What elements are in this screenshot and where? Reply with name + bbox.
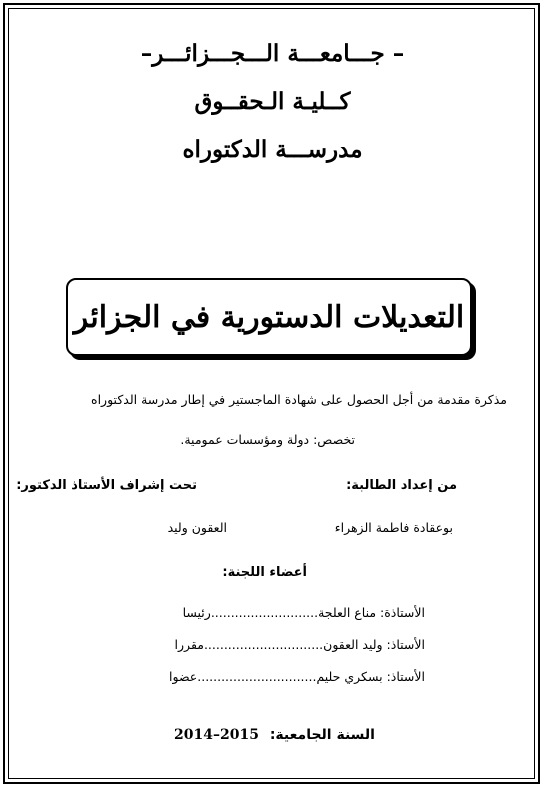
- supervisor-label: تحت إشراف الأستاذ الدكتور:: [16, 478, 197, 493]
- student-label: من إعداد الطالبة:: [346, 478, 457, 493]
- academic-year-value: 2014–2015: [174, 727, 259, 743]
- committee-member: الأستاذ: بسكري حليم..............................عضوا: [169, 669, 425, 684]
- thesis-specialty: تخصص: دولة ومؤسسات عمومية.: [180, 432, 355, 447]
- academic-year-label: السنة الجامعية:: [269, 727, 375, 743]
- committee-label: أعضاء اللجنة:: [222, 565, 307, 580]
- university-name: – جـــامعـــة الـــجـــزائـــر–: [140, 40, 405, 67]
- doctoral-school-name: مدرســـة الدكتوراه: [182, 136, 363, 163]
- faculty-name: كــليـة الـحقــوق: [194, 88, 351, 115]
- academic-year: [174, 727, 375, 743]
- committee-member: الأستاذة: مناع العلجة...........................رئيسا: [182, 605, 425, 620]
- student-name: بوعقادة فاطمة الزهراء: [334, 520, 453, 535]
- thesis-title-box: [66, 278, 472, 356]
- supervisor-name: العقون وليد: [167, 520, 227, 535]
- thesis-title: التعديلات الدستورية في الجزائر: [73, 299, 465, 335]
- thesis-description: مذكرة مقدمة من أجل الحصول على شهادة الماجستير في إطار مدرسة الدكتوراه: [91, 392, 507, 407]
- committee-member: الأستاذ: وليد العقون..............................مقررا: [174, 637, 425, 652]
